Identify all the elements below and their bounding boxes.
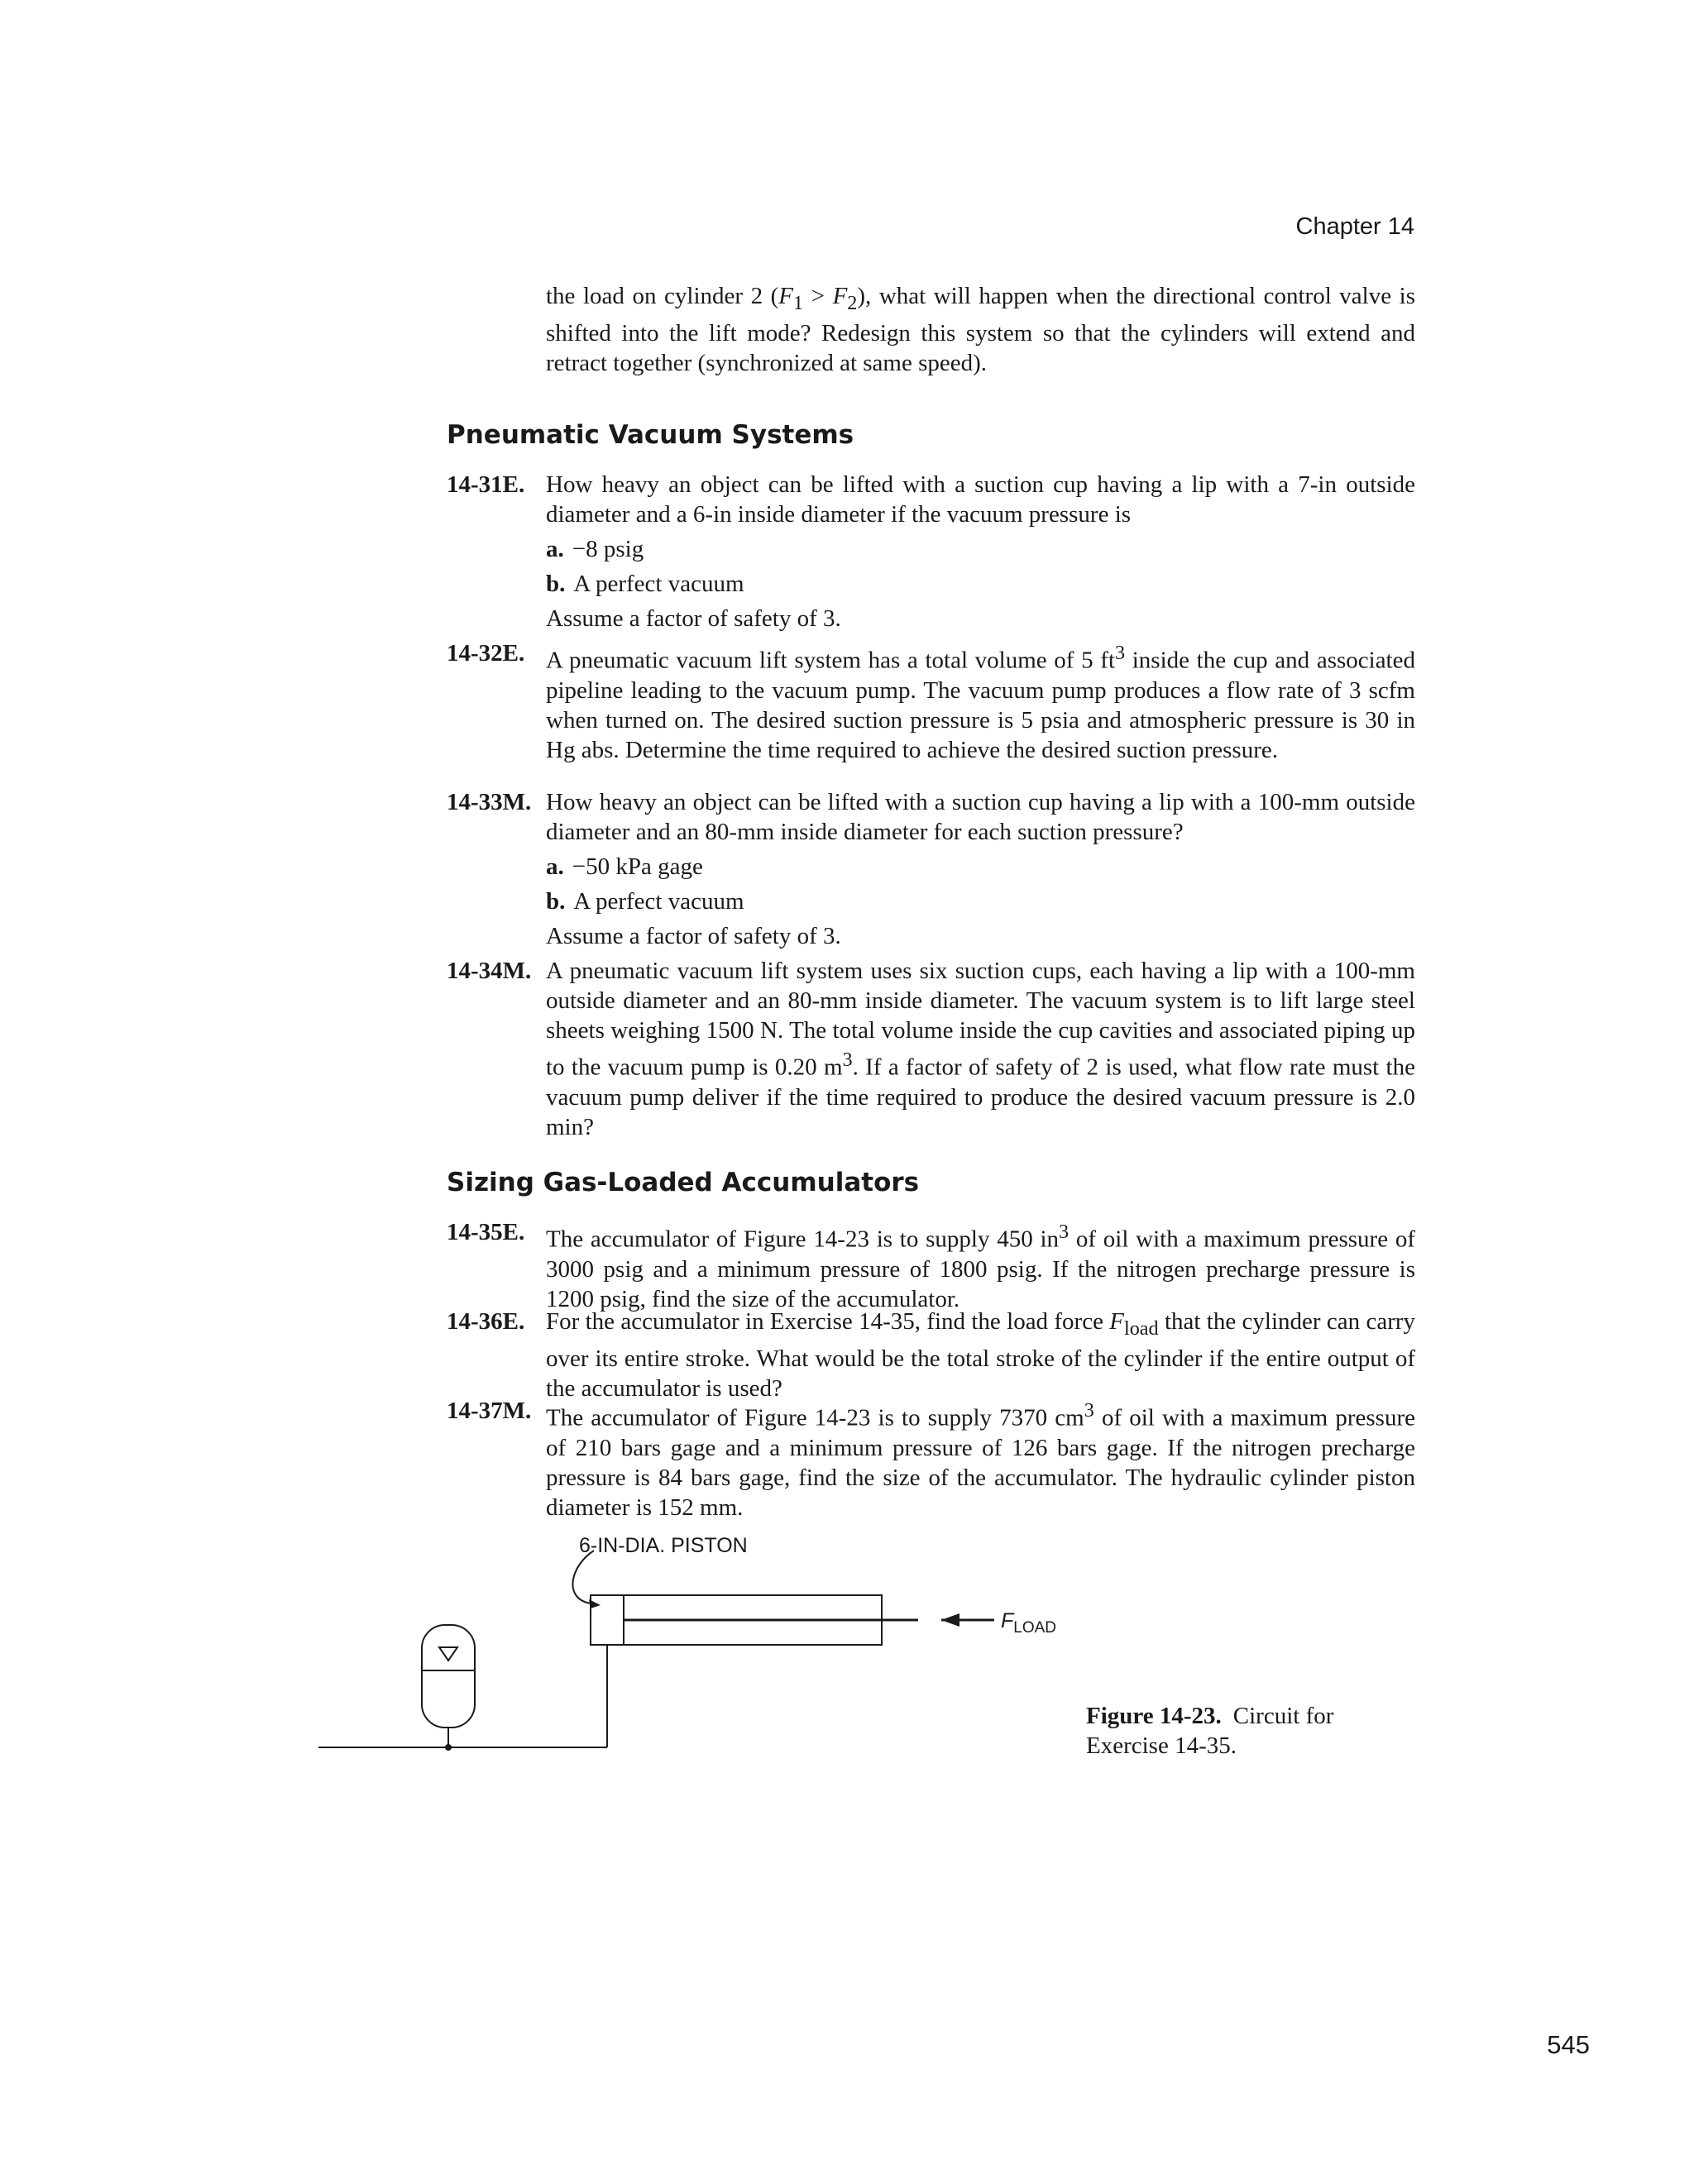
caption-label: Figure 14-23. <box>1086 1703 1222 1729</box>
part-label: b. <box>546 571 566 597</box>
intro-gt: > <box>803 283 833 309</box>
exercise-14-32e <box>447 638 1415 765</box>
load-force-label: $F_{LOAD}$ <box>1001 1609 1057 1637</box>
part-label: a. <box>546 853 564 880</box>
exercise-14-31e <box>447 470 1415 633</box>
part-text: −50 kPa gage <box>572 853 703 880</box>
exercise-14-36e <box>447 1307 1415 1403</box>
exercise-number: 14-37M. <box>447 1398 532 1424</box>
exercise-note: Assume a factor of safety of 3. <box>546 923 841 949</box>
var-f2-sub: 2 <box>847 291 858 314</box>
leader-arrowhead <box>589 1599 601 1608</box>
var-f2: F <box>832 283 848 309</box>
exercise-14-35e <box>447 1217 1415 1314</box>
exercise-part-a <box>546 534 1415 564</box>
piston-label: 6-IN-DIA. PISTON <box>579 1534 748 1557</box>
exercise-text: The accumulator of Figure 14-23 is to supply 7370 $cm^3$ of oil with a maximum pressure of 210 bars gage and a minimum pressure of 126 bars gage. If the nitrogen precharge pressure is 84 bars gage, find the size of the accumulator. The hydraulic cylinder piston diameter is 152 mm. <box>546 1399 1415 1521</box>
var-f1-sub: 1 <box>793 291 804 314</box>
accumulator-symbol <box>422 1625 475 1728</box>
intro-paragraph <box>546 281 1415 378</box>
exercise-text: How heavy an object can be lifted with a suction cup having a lip with a 100-mm outside diameter and an 80-mm inside diameter for each suction pressure? <box>546 789 1415 845</box>
junction-dot <box>445 1744 452 1751</box>
intro-text-end: ), what will happen when the directional control valve is shifted into the lift mode? Redesign this system so that the cylinders will extend and retract together (synchronized at same speed). <box>546 283 1415 376</box>
exercise-number: 14-33M. <box>447 789 532 815</box>
figure-caption <box>1086 1701 1400 1761</box>
exercise-14-34m <box>447 956 1415 1142</box>
exercise-text: A pneumatic vacuum lift system uses six suction cups, each having a lip with a 100-mm outside diameter and an 80-mm inside diameter. The vacuum system is to lift large steel sheets weighing 1500 N. The total volume inside the cup cavities and associated piping up to the vacuum pump is 0.20 $m^3$. If a factor of safety of 2 is used, what flow rate must the vacuum pump deliver if the time required to produce the desired vacuum pressure is 2.0 min? <box>546 958 1415 1140</box>
intro-text: the load on cylinder 2 ( <box>546 283 779 309</box>
exercise-text: For the accumulator in Exercise 14-35, find the load force $F_{load}$ that the cylinder can carry over its entire stroke. What would be the total stroke of the cylinder if the entire output of the accumulator is used? <box>546 1308 1416 1402</box>
load-arrowhead <box>941 1613 959 1627</box>
exercise-number: 14-32E. <box>447 640 525 667</box>
part-text: −8 psig <box>572 536 644 562</box>
part-label: b. <box>546 888 566 915</box>
exercise-text: A pneumatic vacuum lift system has a total volume of 5 $ft^3$ inside the cup and associated pipeline leading to the vacuum pump. The vacuum pump produces a flow rate of 3 scfm when turned on. The desired suction pressure is 5 psia and atmospheric pressure is 30 in Hg abs. Determine the time required to achieve the desired suction pressure. <box>546 642 1415 763</box>
caption-text: Circuit for Exercise 14-35. <box>1086 1703 1334 1759</box>
circuit-figure <box>314 1534 1108 1766</box>
part-text: A perfect vacuum <box>573 888 744 915</box>
exercise-text: How heavy an object can be lifted with a suction cup having a lip with a 7-in outside diameter and a 6-in inside diameter if the vacuum pressure is <box>546 471 1415 528</box>
exercise-text: The accumulator of Figure 14-23 is to supply 450 $in^3$ of oil with a maximum pressure of 3000 psig and a minimum pressure of 1800 psig. If the nitrogen precharge pressure is 1200 psig, find the size of the accumulator. <box>546 1221 1416 1312</box>
exercise-number: 14-36E. <box>447 1308 525 1335</box>
page-number: 545 <box>1547 2030 1590 2059</box>
section-heading-vacuum: Pneumatic Vacuum Systems <box>447 420 854 450</box>
exercise-part-b <box>546 887 1415 916</box>
part-label: a. <box>546 536 564 562</box>
running-head-chapter: Chapter 14 <box>1295 213 1414 240</box>
var-f1: F <box>778 283 794 309</box>
exercise-14-37m <box>447 1396 1415 1522</box>
exercise-note: Assume a factor of safety of 3. <box>546 605 841 632</box>
section-heading-accumulators: Sizing Gas-Loaded Accumulators <box>447 1168 920 1197</box>
exercise-part-b <box>546 569 1415 599</box>
exercise-14-33m <box>447 787 1415 951</box>
part-text: A perfect vacuum <box>573 571 744 597</box>
exercise-part-a <box>546 852 1415 882</box>
exercise-number: 14-31E. <box>447 471 525 498</box>
exercise-number: 14-35E. <box>447 1219 525 1245</box>
gas-charge-triangle <box>439 1647 457 1661</box>
exercise-number: 14-34M. <box>447 958 532 984</box>
